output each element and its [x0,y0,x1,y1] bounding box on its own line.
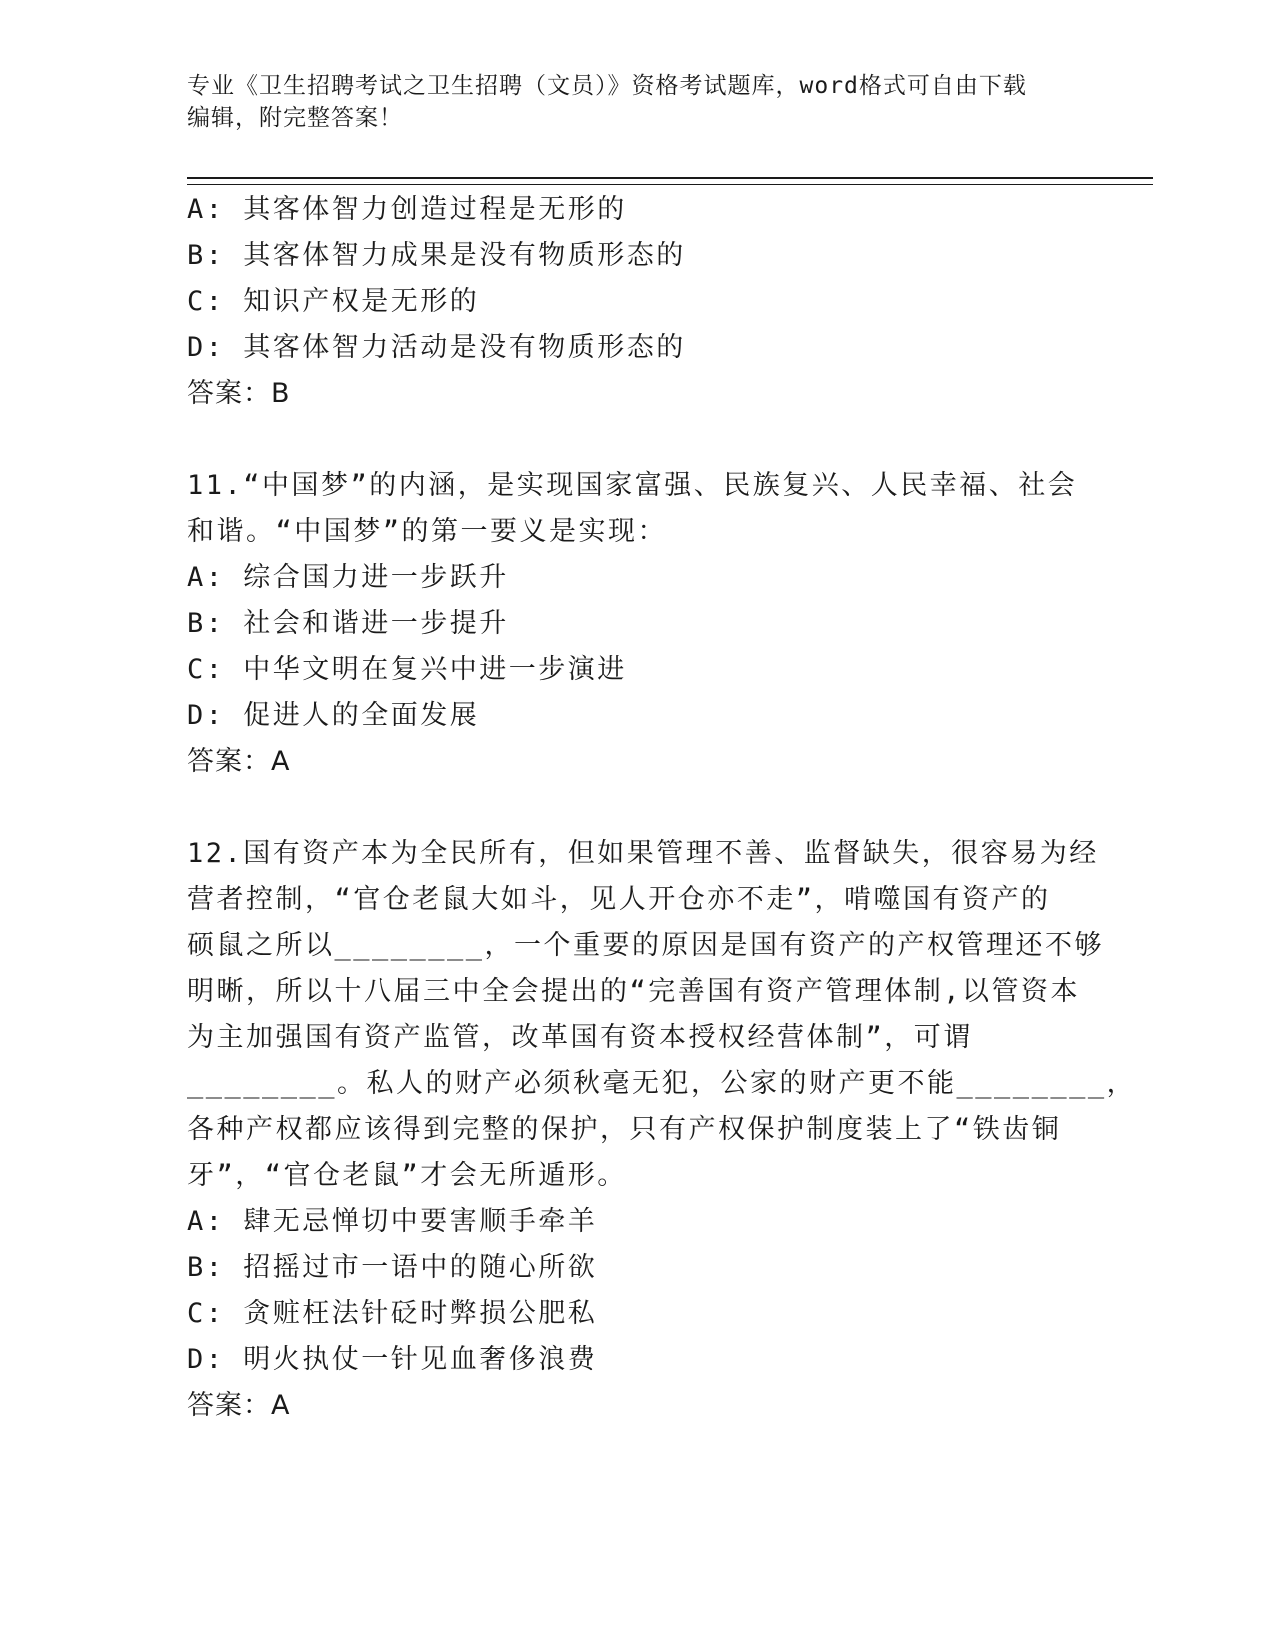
question-12 [187,831,1137,1429]
spacer [187,417,1077,463]
option-d: D: 促进人的全面发展 [187,700,480,731]
question-11 [187,463,1077,785]
question-stem-line: 硕鼠之所以________，一个重要的原因是国有资产的产权管理还不够 [187,930,1105,961]
question-stem-line: ________。私人的财产必须秋毫无犯，公家的财产更不能________， [187,1068,1137,1099]
answer-label: 答案：A [187,1390,291,1421]
option-a: A: 其客体智力创造过程是无形的 [187,194,627,225]
question-10 [187,187,1077,417]
question-stem-line: 为主加强国有资产监管，改革国有资本授权经营体制”，可谓 [187,1022,973,1053]
header-line-1: 专业《卫生招聘考试之卫生招聘（文员）》资格考试题库，word格式可自由下载 [187,73,1027,99]
question-stem-line: 明晰，所以十八届三中全会提出的“完善国有资产管理体制,以管资本 [187,976,1081,1007]
question-list [187,187,1137,1429]
option-b: B: 社会和谐进一步提升 [187,608,509,639]
header-divider-thin [187,184,1153,185]
option-c: C: 中华文明在复兴中进一步演进 [187,654,627,685]
option-d: D: 其客体智力活动是没有物质形态的 [187,332,686,363]
document-header [187,70,1087,134]
option-a: A: 综合国力进一步跃升 [187,562,509,593]
spacer [187,785,1077,831]
option-a: A: 肆无忌惮切中要害顺手牵羊 [187,1206,598,1237]
option-d: D: 明火执仗一针见血奢侈浪费 [187,1344,598,1375]
question-stem-line: 12.国有资产本为全民所有，但如果管理不善、监督缺失，很容易为经 [187,838,1099,869]
answer-label: 答案：A [187,746,291,777]
answer-label: 答案：B [187,378,291,409]
header-line-2: 编辑，附完整答案！ [187,105,403,131]
option-b: B: 招摇过市一语中的随心所欲 [187,1252,598,1283]
question-stem-line: 各种产权都应该得到完整的保护，只有产权保护制度装上了“铁齿铜 [187,1114,1062,1145]
header-divider-thick [187,177,1153,179]
question-stem-line: 牙”，“官仓老鼠”才会无所遁形。 [187,1160,627,1191]
option-c: C: 贪赃枉法针砭时弊损公肥私 [187,1298,598,1329]
option-b: B: 其客体智力成果是没有物质形态的 [187,240,686,271]
question-stem-line: 营者控制，“官仓老鼠大如斗，见人开仓亦不走”，啃噬国有资产的 [187,884,1051,915]
question-stem-line: 11.“中国梦”的内涵，是实现国家富强、民族复兴、人民幸福、社会 [187,470,1078,501]
option-c: C: 知识产权是无形的 [187,286,480,317]
question-stem-line: 和谐。“中国梦”的第一要义是实现： [187,516,668,547]
